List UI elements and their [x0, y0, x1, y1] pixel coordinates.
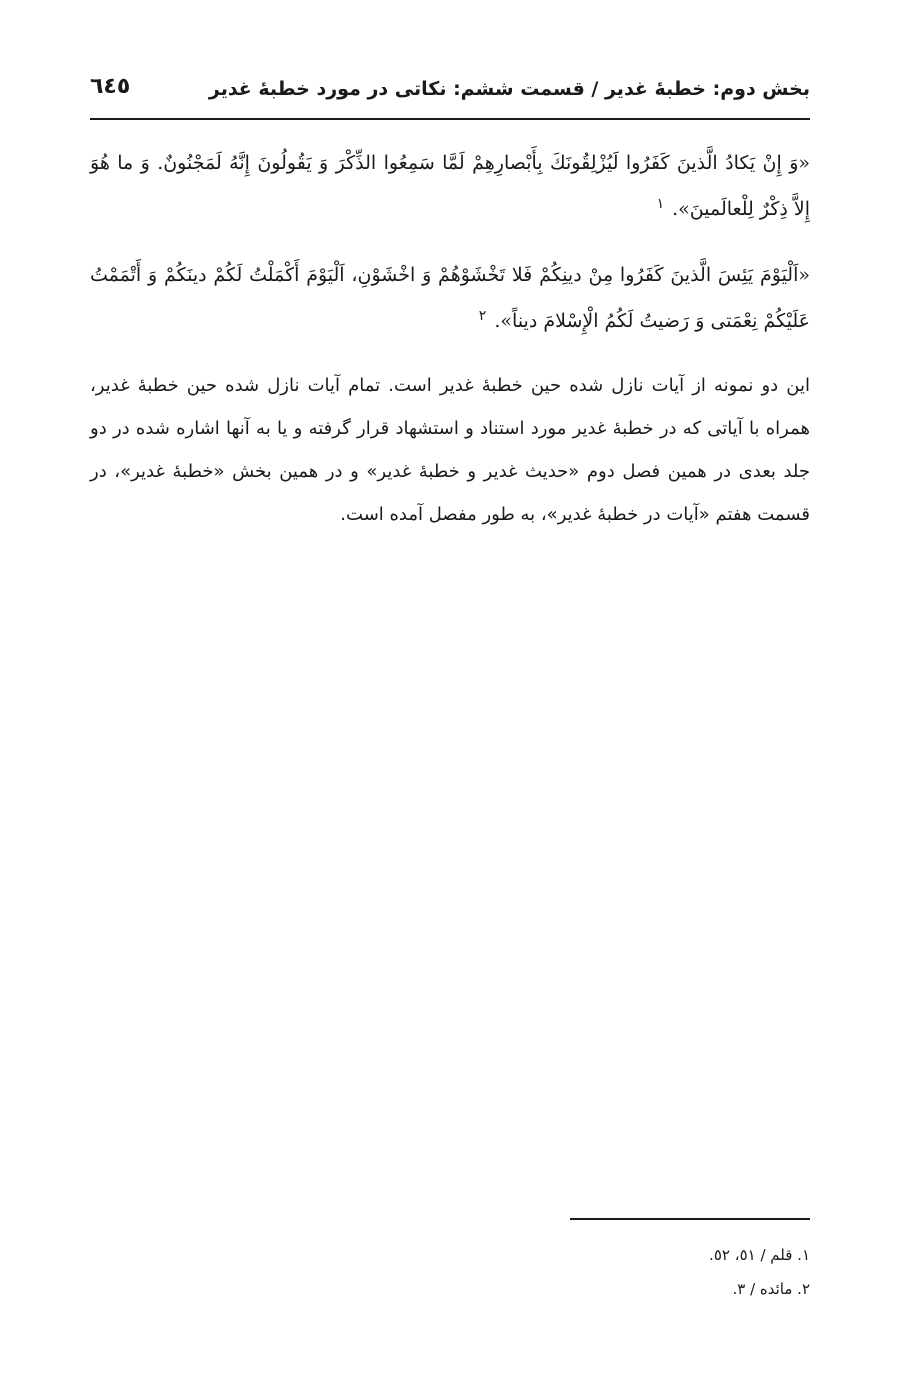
- book-page: [90, 0, 810, 1390]
- quran-verse-1: [90, 140, 810, 232]
- header-divider: [90, 118, 810, 120]
- page-number: ٦٤٥: [90, 74, 131, 99]
- quran-verse-2: [90, 252, 810, 344]
- verse-text: «وَ إِنْ يَكادُ الَّذينَ كَفَرُوا لَيُزْلِقُونَكَ بِأَبْصارِهِمْ لَمَّا سَمِعُوا الذِّكْرَ وَ يَقُولُونَ إِنَّهُ لَمَجْنُونٌ. وَ ما هُوَ إِلاَّ ذِكْرٌ لِلْعالَمينَ».: [90, 152, 810, 220]
- running-head: بخش دوم: خطبهٔ غدیر / قسمت ششم: نکاتی در مورد خطبهٔ غدیر: [208, 78, 810, 100]
- footnote-ref-1[interactable]: ١: [656, 195, 665, 212]
- footnotes: [90, 1238, 810, 1306]
- page-body: [90, 140, 810, 536]
- verse-text: «اَلْيَوْمَ يَئِسَ الَّذينَ كَفَرُوا مِنْ دينِكُمْ فَلا تَخْشَوْهُمْ وَ اخْشَوْنِ، اَلْيَوْمَ أَكْمَلْتُ لَكُمْ دينَكُمْ وَ أَتْمَمْتُ عَلَيْكُمْ نِعْمَتى وَ رَضيتُ لَكُمُ الْإِسْلامَ ديناً».: [90, 264, 810, 332]
- footnote-1: ١. قلم / ٥١، ٥٢.: [709, 1246, 810, 1264]
- page-header: [90, 72, 810, 112]
- footnote-divider: [570, 1218, 810, 1220]
- footnote-2: ٢. مائده / ٣.: [732, 1280, 810, 1298]
- footnote-ref-2[interactable]: ٢: [478, 307, 487, 324]
- body-paragraph: این دو نمونه از آیات نازل شده حین خطبهٔ غدیر است. تمام آیات نازل شده حین خطبهٔ غدیر، همراه با آیاتی که در خطبهٔ غدیر مورد استناد و استشهاد قرار گرفته و یا به آنها اشاره شده در دو جلد بعدی در همین فصل دوم «حدیث غدیر و خطبهٔ غدیر» و در همین بخش «خطبهٔ غدیر»، در قسمت هفتم «آیات در خطبهٔ غدیر»، به طور مفصل آمده است.: [90, 375, 810, 525]
